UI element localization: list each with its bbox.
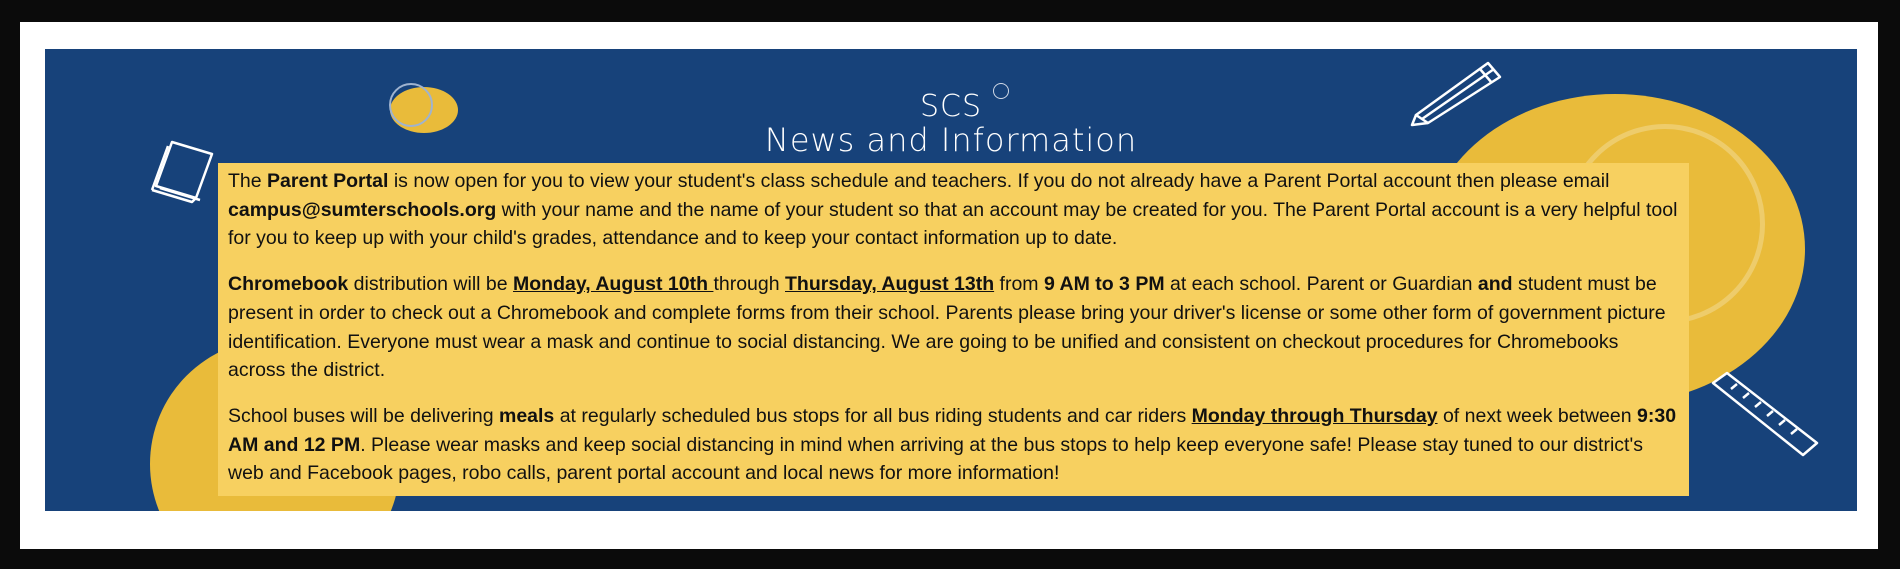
text: distribution will be bbox=[348, 273, 514, 296]
chromebook-bold: Chromebook bbox=[228, 273, 349, 296]
days-underlined: Monday through Thursday bbox=[1191, 404, 1438, 427]
meals-paragraph bbox=[228, 402, 1679, 488]
text: is now open for you to view your student's class schedule and teachers. If you do not already have a Parent Portal account then please email bbox=[388, 170, 1610, 192]
text: of next week between bbox=[1437, 404, 1638, 427]
text: student must be present in order to check out a Chromebook and complete forms from their school. Parents please bring your driver's license or some other form of government picture identification. Everyone must wear a mask and continue to social distancing. We are going to be unified and consistent on checkout procedures for Chromebooks across the district. bbox=[228, 273, 1666, 382]
hours-bold: 9 AM to 3 PM bbox=[1043, 273, 1165, 296]
meals-bold: meals bbox=[498, 404, 555, 427]
end-date-underlined: Thursday, August 13th bbox=[785, 273, 995, 296]
parent-portal-bold: Parent Portal bbox=[267, 170, 389, 192]
news-banner bbox=[45, 49, 1857, 511]
email-bold: campus@sumterschools.org bbox=[228, 198, 497, 221]
text: at regularly scheduled bus stops for all bus riding students and car riders bbox=[554, 404, 1192, 427]
title-line-2: News and Information bbox=[764, 121, 1138, 159]
ruler-icon bbox=[1705, 369, 1825, 459]
text: . Please wear masks and keep social distancing in mind when arriving at the bus stops to help keep everyone safe! Please stay tuned to our district's web and Facebook pages, robo calls, parent portal account and local news for more information! bbox=[228, 433, 1643, 485]
start-date-underlined: Monday, August 10th bbox=[513, 273, 714, 296]
text: at each school. Parent or Guardian bbox=[1164, 273, 1478, 296]
text: School buses will be delivering bbox=[228, 404, 499, 427]
and-bold: and bbox=[1477, 273, 1513, 296]
chromebook-paragraph bbox=[228, 270, 1679, 385]
text: with your name and the name of your student so that an account may be created for you. The Parent Portal account is a very helpful tool for you to keep up with your child's grades, attendance and to keep your contact information up to date. bbox=[228, 198, 1678, 250]
meal-hours-bold: 9:30 AM and 12 PM bbox=[228, 404, 1677, 456]
text: The bbox=[228, 170, 268, 192]
text: from bbox=[994, 273, 1044, 296]
title-line-1: SCS bbox=[919, 89, 983, 124]
news-panel bbox=[218, 163, 1689, 496]
text: through bbox=[713, 273, 785, 296]
parent-portal-paragraph bbox=[228, 167, 1679, 253]
